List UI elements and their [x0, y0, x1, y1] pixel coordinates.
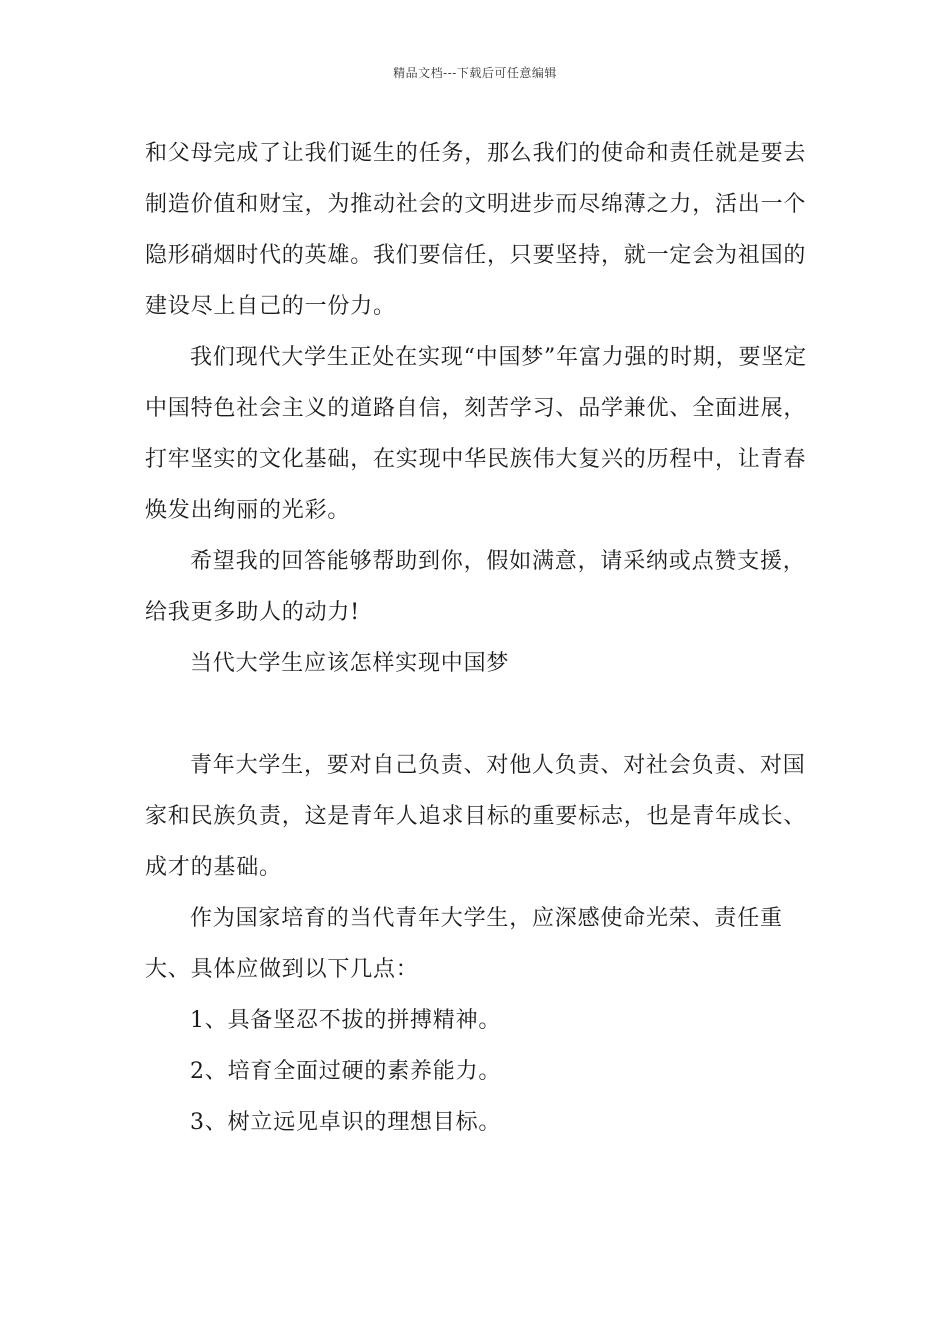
- section-heading: 当代大学生应该怎样实现中国梦: [190, 651, 510, 676]
- page-header: 精品文档---下载后可任意编辑: [393, 66, 557, 80]
- paragraph-3: 希望我的回答能够帮助到你，假如满意，请采纳或点赞支援，给我更多助人的动力!: [145, 549, 806, 625]
- list-item-3: 3、树立远见卓识的理想目标。: [190, 1110, 502, 1135]
- paragraph-1: 和父母完成了让我们诞生的任务，那么我们的使命和责任就是要去制造价值和财宝，为推动社会的文明进步而尽绵薄之力，活出一个隐形硝烟时代的英雄。我们要信任，只要坚持，就一定会为祖国的建设尽上自己的一份力。: [145, 141, 807, 319]
- blank-line: [145, 689, 815, 740]
- paragraph-4: 青年大学生，要对自己负责、对他人负责、对社会负责、对国家和民族负责，这是青年人追求目标的重要标志，也是青年成长、成才的基础。: [145, 753, 807, 880]
- paragraph-5: 作为国家培育的当代青年大学生，应深感使命光荣、责任重大、具体应做到以下几点：: [145, 906, 783, 982]
- paragraph-2: 我们现代大学生正处在实现“中国梦”年富力强的时期，要坚定中国特色社会主义的道路自信，刻苦学习、品学兼优、全面进展，打牢坚实的文化基础，在实现中华民族伟大复兴的历程中，让青春焕发出绚丽的光彩。: [145, 345, 807, 523]
- document-body: [145, 128, 815, 1148]
- list-item-1: 1、具备坚忍不拔的拼搏精神。: [190, 1008, 502, 1033]
- list-item-2: 2、培育全面过硬的素养能力。: [190, 1059, 502, 1084]
